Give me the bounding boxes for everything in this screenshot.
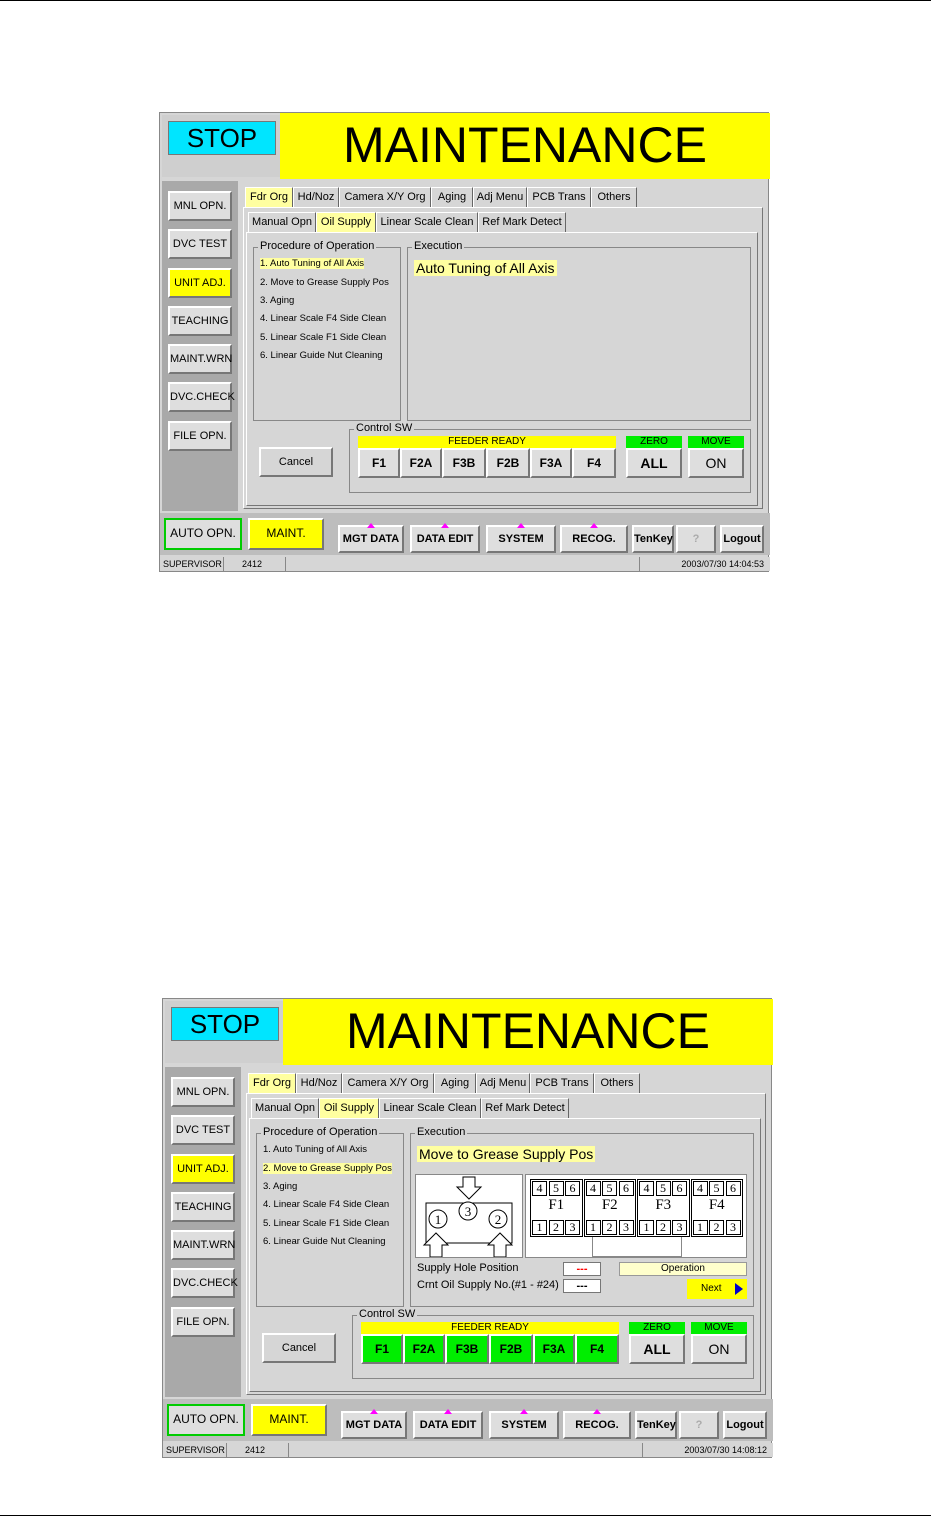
logout-button[interactable]: Logout (720, 525, 764, 553)
tab-pcb-trans[interactable]: PCB Trans (527, 187, 591, 207)
procedure-item[interactable]: 5. Linear Scale F1 Side Clean (260, 332, 387, 343)
help-button[interactable]: ? (676, 525, 716, 553)
subtab-linear-scale-clean[interactable]: Linear Scale Clean (379, 1098, 481, 1118)
control-sw-label: Control SW (359, 1308, 416, 1320)
head-diagram-svg (416, 1175, 522, 1257)
bottom-rule (0, 1515, 931, 1516)
procedure-item[interactable]: 6. Linear Guide Nut Cleaning (260, 350, 383, 361)
procedure-label: Procedure of Operation (260, 240, 375, 252)
data-edit-label: DATA EDIT (416, 533, 474, 545)
feeder-group-name: F2 (601, 1197, 618, 1213)
feeder-group (584, 1179, 637, 1237)
recog-button[interactable] (560, 525, 628, 553)
zero-label: ZERO (629, 1322, 685, 1334)
feeder-btn-f3b[interactable]: F3B (442, 448, 486, 478)
feeder-btn-f2a[interactable]: F2A (400, 448, 442, 478)
side-btn-unit-adj[interactable]: UNIT ADJ. (171, 1154, 235, 1184)
control-sw-group (352, 1308, 754, 1379)
next-label: Next (701, 1283, 722, 1294)
feeder-cell-top: 6 (565, 1181, 580, 1196)
system-button[interactable] (486, 525, 556, 553)
feeder-cell-bottom: 3 (619, 1220, 634, 1235)
zero-all-button[interactable]: ALL (626, 448, 682, 478)
feeder-group (691, 1179, 744, 1237)
screen-1 (159, 112, 769, 572)
feeder-cell-top: 6 (726, 1181, 741, 1196)
feeder-cell-top: 4 (693, 1181, 708, 1196)
feeder-cell-top: 4 (586, 1181, 601, 1196)
procedure-label: Procedure of Operation (263, 1126, 378, 1138)
procedure-item[interactable]: 6. Linear Guide Nut Cleaning (263, 1236, 386, 1247)
feeder-cell-bottom: 2 (656, 1220, 671, 1235)
tab-camera-xy-org[interactable]: Camera X/Y Org (342, 1073, 434, 1093)
status-code: 2412 (227, 1443, 289, 1457)
logout-button[interactable]: Logout (723, 1411, 767, 1439)
feeder-diagram (525, 1174, 747, 1258)
status-code: 2412 (224, 557, 286, 571)
feeder-cell-top: 6 (672, 1181, 687, 1196)
feeder-cell-bottom: 2 (602, 1220, 617, 1235)
feeder-cell-bottom: 2 (709, 1220, 724, 1235)
feeder-btn-f4[interactable]: F4 (575, 1334, 619, 1364)
subtab-oil-supply[interactable]: Oil Supply (319, 1098, 379, 1118)
execution-label: Execution (417, 1126, 466, 1138)
circle-label-2: 2 (494, 1212, 502, 1227)
procedure-group (256, 1126, 404, 1307)
tab-others[interactable]: Others (594, 1073, 640, 1093)
execution-title: Move to Grease Supply Pos (419, 1146, 594, 1162)
feeder-cell-bottom: 3 (726, 1220, 741, 1235)
supply-hole-label: Supply Hole Position (417, 1262, 519, 1274)
circle-label-3: 3 (464, 1204, 472, 1219)
procedure-item[interactable]: 4. Linear Scale F4 Side Clean (263, 1199, 390, 1210)
procedure-item[interactable]: 2. Move to Grease Supply Pos (263, 1163, 392, 1174)
feeder-btn-f3b[interactable]: F3B (445, 1334, 489, 1364)
feeder-btn-f1[interactable]: F1 (361, 1334, 403, 1364)
marker-icon (520, 1409, 528, 1414)
feeder-btn-f1[interactable]: F1 (358, 448, 400, 478)
marker-icon (590, 523, 598, 528)
marker-icon (444, 1409, 452, 1414)
subtab-oil-supply[interactable]: Oil Supply (316, 212, 376, 232)
procedure-item[interactable]: 1. Auto Tuning of All Axis (260, 258, 365, 269)
marker-icon (441, 523, 449, 528)
marker-icon (367, 523, 375, 528)
tab-adj-menu[interactable]: Adj Menu (476, 1073, 530, 1093)
status-message (289, 1443, 643, 1457)
mgt-data-button[interactable] (338, 525, 404, 553)
cmt-oil-label: Crnt Oil Supply No.(#1 - #24) (417, 1279, 559, 1291)
side-btn-maint-wrn[interactable]: MAINT.WRN (168, 344, 232, 374)
tab-bar (245, 187, 665, 207)
marker-icon (517, 523, 525, 528)
recog-label: RECOG. (572, 533, 616, 545)
cancel-button[interactable]: Cancel (262, 1333, 336, 1363)
subtab-ref-mark-detect[interactable]: Ref Mark Detect (481, 1098, 569, 1118)
marker-icon (593, 1409, 601, 1414)
cancel-button[interactable]: Cancel (259, 447, 333, 477)
subtab-panel (249, 1118, 761, 1392)
feeder-btn-f3a[interactable]: F3A (530, 448, 572, 478)
auto-opn-button[interactable]: AUTO OPN. (167, 1404, 245, 1436)
side-btn-dvc-check[interactable]: DVC.CHECK (171, 1268, 235, 1298)
feeder-cell-top: 5 (549, 1181, 564, 1196)
procedure-item[interactable]: 5. Linear Scale F1 Side Clean (263, 1218, 390, 1229)
feeder-group (530, 1179, 583, 1237)
side-btn-dvc-test[interactable]: DVC TEST (171, 1115, 235, 1145)
feeder-group-name: F3 (655, 1197, 672, 1213)
feeder-btn-f2b[interactable]: F2B (489, 1334, 533, 1364)
next-button[interactable] (687, 1279, 747, 1299)
feeder-ready-label: FEEDER READY (361, 1322, 619, 1334)
feeder-cell-top: 4 (639, 1181, 654, 1196)
system-label: SYSTEM (501, 1419, 547, 1431)
page-title: MAINTENANCE (283, 999, 773, 1065)
stop-indicator: STOP (168, 121, 276, 155)
side-menu (165, 1067, 241, 1397)
move-label: MOVE (691, 1322, 747, 1334)
circle-label-1: 1 (434, 1212, 442, 1227)
side-btn-dvc-check[interactable]: DVC.CHECK (168, 382, 232, 412)
tab-panel (243, 207, 763, 509)
status-datetime: 2003/07/30 14:04:53 (681, 559, 764, 569)
main-area (240, 181, 768, 513)
tab-hd-noz[interactable]: Hd/Noz (296, 1073, 342, 1093)
tab-hd-noz[interactable]: Hd/Noz (293, 187, 339, 207)
feeder-btn-f2a[interactable]: F2A (403, 1334, 445, 1364)
marker-icon (370, 1409, 378, 1414)
top-rule (0, 0, 931, 1)
operation-label: Operation (619, 1262, 747, 1276)
page-title: MAINTENANCE (280, 113, 770, 179)
feeder-cell-top: 5 (656, 1181, 671, 1196)
feeder-cell-bottom: 1 (693, 1220, 708, 1235)
system-label: SYSTEM (498, 533, 544, 545)
tab-others[interactable]: Others (591, 187, 637, 207)
execution-label: Execution (414, 240, 463, 252)
side-btn-unit-adj[interactable]: UNIT ADJ. (168, 268, 232, 298)
status-user: SUPERVISOR (163, 1443, 227, 1457)
recog-button[interactable] (563, 1411, 631, 1439)
feeder-cell-top: 4 (532, 1181, 547, 1196)
zero-label: ZERO (626, 436, 682, 448)
maint-button[interactable]: MAINT. (251, 1404, 327, 1436)
tab-aging[interactable]: Aging (431, 187, 473, 207)
data-edit-button[interactable] (410, 525, 480, 553)
side-btn-teaching[interactable]: TEACHING (168, 306, 232, 336)
stop-indicator: STOP (171, 1007, 279, 1041)
procedure-group (253, 240, 401, 421)
feeder-grid (530, 1179, 744, 1237)
execution-title: Auto Tuning of All Axis (416, 260, 555, 276)
help-button[interactable]: ? (679, 1411, 719, 1439)
side-btn-teaching[interactable]: TEACHING (171, 1192, 235, 1222)
bottom-bar (160, 513, 770, 555)
main-area (243, 1067, 771, 1399)
side-btn-mnl-opn[interactable]: MNL OPN. (171, 1077, 235, 1107)
status-bar (160, 557, 770, 571)
feeder-cell-bottom: 3 (672, 1220, 687, 1235)
side-btn-file-opn[interactable]: FILE OPN. (171, 1307, 235, 1337)
procedure-item[interactable]: 3. Aging (263, 1181, 298, 1192)
recog-label: RECOG. (575, 1419, 619, 1431)
feeder-btn-f3a[interactable]: F3A (533, 1334, 575, 1364)
mgt-data-button[interactable] (341, 1411, 407, 1439)
next-arrow-icon (735, 1283, 743, 1295)
side-menu (162, 181, 238, 511)
tab-panel (246, 1093, 766, 1395)
subtab-manual-opn[interactable]: Manual Opn (251, 1098, 319, 1118)
execution-group (410, 1126, 754, 1307)
status-message (286, 557, 640, 571)
mgt-data-label: MGT DATA (345, 1419, 403, 1431)
subtab-bar (248, 212, 578, 232)
subtab-ref-mark-detect[interactable]: Ref Mark Detect (478, 212, 566, 232)
tenkey-button[interactable]: TenKey (632, 525, 674, 553)
subtab-linear-scale-clean[interactable]: Linear Scale Clean (376, 212, 478, 232)
data-edit-button[interactable] (413, 1411, 483, 1439)
feeder-cell-top: 5 (709, 1181, 724, 1196)
procedure-item[interactable]: 2. Move to Grease Supply Pos (260, 277, 389, 288)
tab-bar (248, 1073, 668, 1093)
head-diagram (415, 1174, 523, 1258)
auto-opn-button[interactable]: AUTO OPN. (164, 518, 242, 550)
feeder-group (637, 1179, 690, 1237)
tab-pcb-trans[interactable]: PCB Trans (530, 1073, 594, 1093)
side-btn-file-opn[interactable]: FILE OPN. (168, 421, 232, 451)
move-on-button[interactable]: ON (688, 448, 744, 478)
move-label: MOVE (688, 436, 744, 448)
cmt-oil-value: --- (563, 1279, 601, 1293)
feeder-btn-f4[interactable]: F4 (572, 448, 616, 478)
feeder-btn-f2b[interactable]: F2B (486, 448, 530, 478)
tab-adj-menu[interactable]: Adj Menu (473, 187, 527, 207)
feeder-cell-bottom: 1 (532, 1220, 547, 1235)
move-on-button[interactable]: ON (691, 1334, 747, 1364)
system-button[interactable] (489, 1411, 559, 1439)
tab-fdr-org[interactable]: Fdr Org (248, 1073, 296, 1093)
feeder-group-name: F4 (708, 1197, 725, 1213)
procedure-item[interactable]: 4. Linear Scale F4 Side Clean (260, 313, 387, 324)
bottom-bar (163, 1399, 773, 1441)
status-bar (163, 1443, 773, 1457)
subtab-panel (246, 232, 758, 506)
feeder-cell-top: 6 (619, 1181, 634, 1196)
control-sw-label: Control SW (356, 422, 413, 434)
supply-hole-value: --- (563, 1262, 601, 1276)
zero-all-button[interactable]: ALL (629, 1334, 685, 1364)
feeder-cell-bottom: 2 (549, 1220, 564, 1235)
feeder-cell-top: 5 (602, 1181, 617, 1196)
data-edit-label: DATA EDIT (419, 1419, 477, 1431)
side-btn-dvc-test[interactable]: DVC TEST (168, 229, 232, 259)
execution-group (407, 240, 751, 421)
status-datetime: 2003/07/30 14:08:12 (684, 1445, 767, 1455)
subtab-bar (251, 1098, 581, 1118)
feeder-group-name: F1 (548, 1197, 565, 1213)
subtab-manual-opn[interactable]: Manual Opn (248, 212, 316, 232)
mgt-data-label: MGT DATA (342, 533, 400, 545)
status-user: SUPERVISOR (160, 557, 224, 571)
tab-camera-xy-org[interactable]: Camera X/Y Org (339, 187, 431, 207)
feeder-cell-bottom: 1 (586, 1220, 601, 1235)
tenkey-button[interactable]: TenKey (635, 1411, 677, 1439)
tab-aging[interactable]: Aging (434, 1073, 476, 1093)
feeder-cell-bottom: 1 (639, 1220, 654, 1235)
maint-button[interactable]: MAINT. (248, 518, 324, 550)
screen-2 (162, 998, 772, 1458)
feeder-ready-label: FEEDER READY (358, 436, 616, 448)
control-sw-group (349, 422, 751, 493)
procedure-item[interactable]: 1. Auto Tuning of All Axis (263, 1144, 368, 1155)
tab-fdr-org[interactable]: Fdr Org (245, 187, 293, 207)
feeder-base (592, 1237, 682, 1257)
side-btn-mnl-opn[interactable]: MNL OPN. (168, 191, 232, 221)
procedure-item[interactable]: 3. Aging (260, 295, 295, 306)
feeder-cell-bottom: 3 (565, 1220, 580, 1235)
side-btn-maint-wrn[interactable]: MAINT.WRN (171, 1230, 235, 1260)
